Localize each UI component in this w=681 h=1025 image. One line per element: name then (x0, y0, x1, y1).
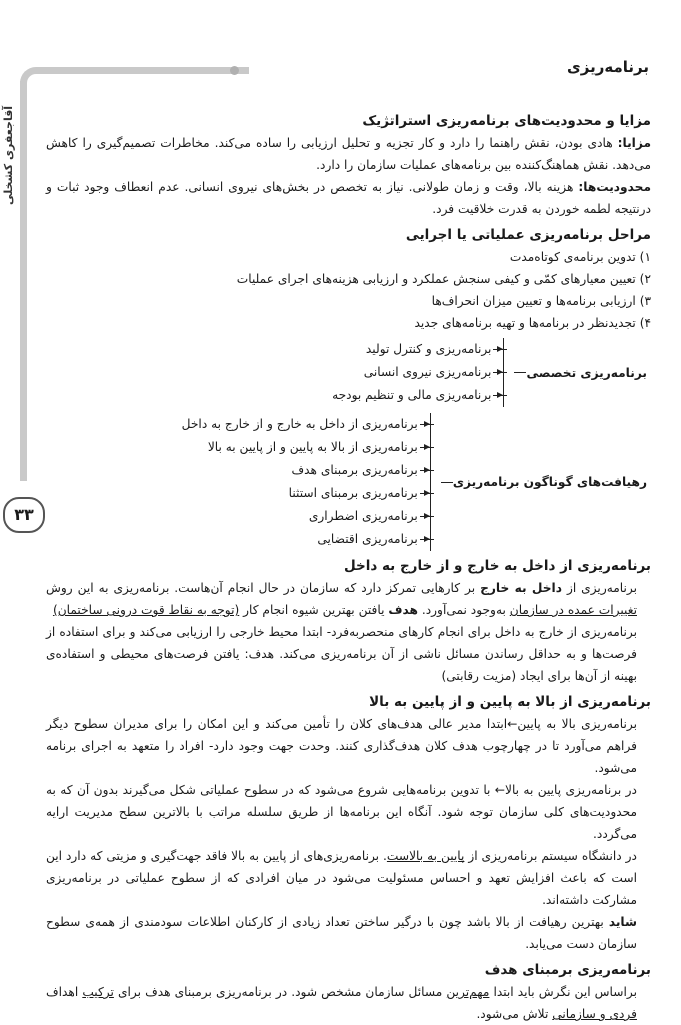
paragraph-limitations (46, 176, 651, 220)
tree-item: برنامه‌ریزی مالی و تنظیم بودجه (332, 384, 503, 407)
text-bold: داخل به خارج (480, 581, 562, 595)
section-title-operational: مراحل برنامه‌ریزی عملیاتی یا اجرایی (405, 227, 651, 243)
text-underlined: ترکیب (82, 985, 114, 999)
text-limitations: هزینه بالا، وقت و زمان طولانی. نیاز به تخصص در بخش‌های نیروی انسانی. عدم انعطاف وجود ثبات و درنتیجه لطمه خوردن به قدرت خلاقیت فرد. (46, 180, 651, 216)
label-advantages: مزایا: (617, 136, 651, 150)
text-bold: شاید (608, 915, 637, 929)
section-title-inside-out: برنامه‌ریزی از داخل به خارج و از خارج به داخل (343, 558, 651, 574)
label-limitations: محدودیت‌ها: (578, 180, 651, 194)
page-frame-top (20, 67, 249, 88)
text: مسائل سازمان مشخص شود. در برنامه‌ریزی برمبنای هدف برای (113, 985, 447, 999)
list-item: ۳) ارزیابی برنامه‌ها و تعیین میزان انحراف‌ها (431, 294, 651, 308)
paragraph-objective (46, 981, 651, 1025)
side-author: آقاجعفری کشخلی (2, 105, 15, 205)
paragraph-university (46, 845, 651, 911)
tree-specialized (46, 338, 651, 407)
tree-connector (514, 372, 526, 373)
text: بهترین رهیافت از بالا باشد چون با درگیر ساختن تعداد زیادی از کارکنان اطلاعات سودمندی از همه‌ی سطوح سازمان دست می‌یابد. (46, 915, 637, 951)
tree-item: برنامه‌ریزی از داخل به خارج و از خارج به داخل (182, 413, 430, 436)
text: یافتن بهترین شیوه انجام کار (239, 603, 389, 617)
text: اهداف (46, 985, 83, 999)
section-title-top-down: برنامه‌ریزی از بالا به پایین و از پایین به بالا (369, 694, 651, 710)
text: براساس این نگرش باید ابتدا (489, 985, 637, 999)
paragraph-bottom-up: در برنامه‌ریزی پایین به بالا← با تدوین برنامه‌هایی شروع می‌شود که در سطوح عملیاتی شکل می‌گیرند بدون آن که به محدودیت‌های کلی سازمان توجه شود. آنگاه این برنامه‌ها از طریق سلسله مراتب با بالاترین سطح مدیریت ارایه می‌گردد. (46, 783, 637, 841)
frame-dot (230, 66, 239, 75)
text-underlined: (توجه به نقاط قوت درونی ساختمان) (52, 603, 240, 617)
list-item: ۴) تجدیدنظر در برنامه‌ها و تهیه برنامه‌های جدید (414, 316, 651, 330)
paragraph-best-approach (46, 911, 651, 955)
tree-item: برنامه‌ریزی نیروی انسانی (332, 361, 503, 384)
text-advantages: هادی بودن، نقش راهنما را دارد و کار تجزیه و تحلیل ارزیابی را ساده می‌کند. مخاطرات تصمیم‌گیری را کاهش می‌دهد. نقش هماهنگ‌کننده بین برنامه‌های عملیات سازمان را دارد. (46, 136, 651, 172)
section-title-objective: برنامه‌ریزی برمبنای هدف (484, 962, 651, 978)
list-item: ۱) تدوین برنامه‌ی کوتاه‌مدت (509, 250, 651, 264)
paragraph-inside-out (46, 577, 651, 621)
tree-item: برنامه‌ریزی و کنترل تولید (332, 338, 503, 361)
tree-item: برنامه‌ریزی اقتضایی (182, 528, 430, 551)
section-title-strategic: مزایا و محدودیت‌های برنامه‌ریزی استراتژیک (362, 113, 651, 129)
operational-steps-list (46, 246, 651, 334)
paragraph-advantages (46, 132, 651, 176)
tree-item: برنامه‌ریزی از بالا به پایین و از پایین به بالا (182, 436, 430, 459)
page-number: ۳۳ (3, 497, 45, 533)
text-underlined: فردی و سازمانی (552, 1007, 637, 1021)
paragraph-outside-in: برنامه‌ریزی از خارج به داخل برای انجام کارهای منحصربه‌فرد- ابتدا محیط خارجی را ارزیابی می‌کند و برای استفاده از فرصت‌ها و به حداقل رساندن مسائل ناشی از آن برنامه‌ریزی می‌کند. هدف: یافتن فرصت‌های محیطی و استفاده‌ی بهینه از آن‌ها برای ایجاد (مزیت رقابتی) (46, 625, 637, 683)
tree-approaches (46, 413, 651, 551)
chapter-title: برنامه‌ریزی (567, 58, 649, 76)
text-underlined: پایین به بالاست (386, 849, 465, 863)
paragraph-top-down: برنامه‌ریزی بالا به پایین←ابتدا مدیر عالی هدف‌های کلان را تأمین می‌کند و این امکان را برای مدیران سطوح دیگر فراهم می‌آورد تا در چهارچوب هدف کلان هدف‌گذاری کنند. وحدت جهت وجود دارد- افراد را متعهد به اجرای برنامه می‌شود. (46, 717, 637, 775)
text-underlined: تغییرات عمده در سازمان (509, 603, 637, 617)
text-underlined: مهم‌ترین (446, 985, 490, 999)
list-item: ۲) تعیین معیارهای کمّی و کیفی سنجش عملکرد و ارزیابی هزینه‌های اجرای عملیات (236, 272, 651, 286)
tree-item: برنامه‌ریزی برمبنای استثنا (182, 482, 430, 505)
tree-item: برنامه‌ریزی اضطراری (182, 505, 430, 528)
page-content (46, 110, 651, 1025)
tree-item: برنامه‌ریزی برمبنای هدف (182, 459, 430, 482)
text: به‌وجود نمی‌آورد. (418, 603, 510, 617)
text-bold: هدف (388, 603, 418, 617)
text: تلاش می‌شود. (476, 1007, 553, 1021)
text: . برنامه‌ریزی‌های از پایین به بالا فاقد جهت‌گیری و مزیتی که دارد این است که باعث افزایش تعهد و احساس مسئولیت می‌شود در میان افرادی که از سطوح عملیاتی در برنامه‌ریزی مشارکت داشته‌اند. (46, 849, 637, 907)
tree-label: رهیافت‌های گوناگون برنامه‌ریزی (452, 475, 647, 489)
text: برنامه‌ریزی از (561, 581, 637, 595)
tree-label: برنامه‌ریزی تخصصی (526, 365, 647, 380)
tree-connector (441, 482, 453, 483)
text: بر کارهایی تمرکز دارد که سازمان در حال انجام آن‌هاست. برنامه‌ریزی به این روش (46, 581, 481, 595)
tree-items (182, 413, 431, 551)
text: در دانشگاه سیستم برنامه‌ریزی از (464, 849, 637, 863)
tree-items (332, 338, 504, 407)
